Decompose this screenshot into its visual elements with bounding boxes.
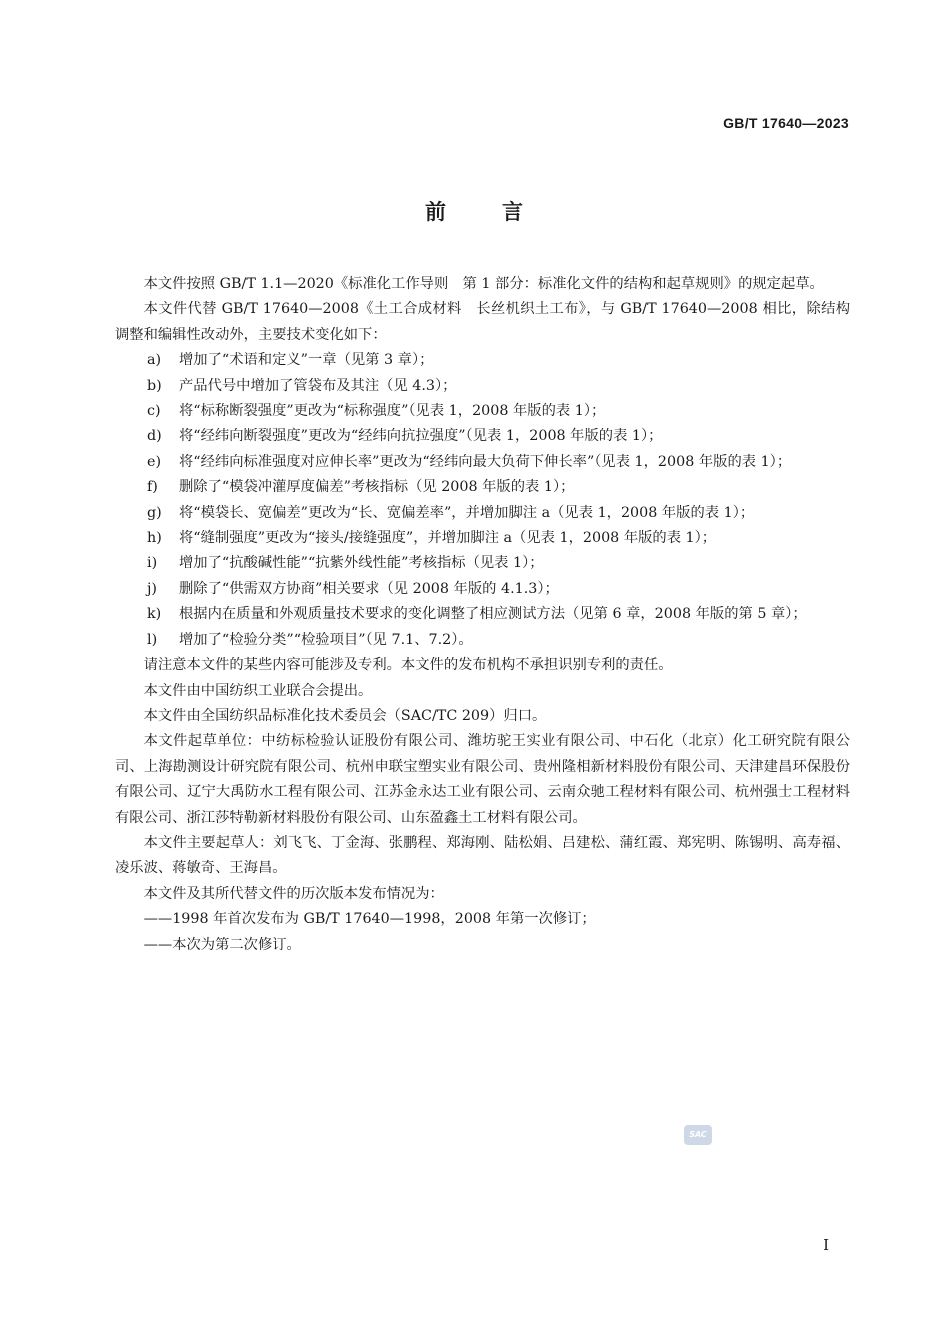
list-item [115,577,850,602]
standard-code: GB/T 17640—2023 [723,115,849,131]
list-item-text: 删除了“模袋冲灌厚度偏差”考核指标（见 2008 年版的表 1）； [179,479,575,496]
list-item [115,475,850,500]
drafters-paragraph: 本文件主要起草人：刘飞飞、丁金海、张鹏程、郑海刚、陆松娟、吕建松、蒲红霞、郑宪明、陈锡明、高寿福、凌乐波、蒋敏奇、王海昌。 [115,834,850,877]
list-item-text: 产品代号中增加了管袋布及其注（见 4.3）； [179,377,457,394]
list-item-text: 根据内在质量和外观质量技术要求的变化调整了相应测试方法（见第 6 章，2008 年版的第 5 章）； [179,606,807,623]
list-marker: i) [147,555,158,572]
list-item [115,399,850,424]
history-item: ——1998 年首次发布为 GB/T 17640—1998，2008 年第一次修订； [143,911,596,928]
list-item-text: 将“模袋长、宽偏差”更改为“长、宽偏差率”，并增加脚注 a（见表 1，2008 年版的表 1）； [179,504,755,521]
list-item-text: 将“缝制强度”更改为“接头/接缝强度”，并增加脚注 a（见表 1，2008 年版的表 1）； [179,530,717,547]
drafting-units-paragraph: 本文件起草单位：中纺标检验认证股份有限公司、潍坊驼王实业有限公司、中石化（北京）化工研究院有限公司、上海勘测设计研究院有限公司、杭州申联宝塑实业有限公司、贵州隆相新材料股份有限公司、天津建昌环保股份有限公司、辽宁大禹防水工程有限公司、江苏金永达工业有限公司、云南众驰工程材料有限公司、杭州强士工程材料有限公司、浙江莎特勒新材料股份有限公司、山东盈鑫土工材料有限公司。 [115,733,850,826]
list-item-text: 增加了“抗酸碱性能”“抗紫外线性能”考核指标（见表 1）； [179,555,544,572]
page-number: I [823,1236,829,1254]
list-marker: f) [147,479,158,496]
list-item [115,526,850,551]
list-marker: d) [147,428,162,445]
list-marker: a) [147,352,162,369]
history-intro-paragraph: 本文件及其所代替文件的历次版本发布情况为： [143,885,444,902]
list-item-text: 删除了“供需双方协商”相关要求（见 2008 年版的 4.1.3）； [179,580,559,597]
list-marker: b) [147,377,162,394]
list-item-text: 增加了“检验分类”“检验项目”（见 7.1、7.2）。 [179,631,473,648]
document-body [115,272,850,958]
title-char-1: 前 [425,200,448,224]
intro-paragraph: 本文件代替 GB/T 17640—2008《土工合成材料 长丝机织土工布》，与 GB/T 17640—2008 相比，除结构调整和编辑性改动外，主要技术变化如下： [115,301,850,343]
patent-notice: 请注意本文件的某些内容可能涉及专利。本文件的发布机构不承担识别专利的责任。 [143,657,673,674]
list-marker: j) [147,580,158,597]
list-item [115,424,850,449]
list-item [115,450,850,475]
sac-watermark-logo: SAC [684,1125,712,1145]
list-marker: e) [147,453,162,470]
list-item [115,374,850,399]
list-marker: h) [147,530,162,547]
list-item [115,501,850,526]
list-marker: l) [147,631,158,648]
committee-paragraph: 本文件由全国纺织品标准化技术委员会（SAC/TC 209）归口。 [143,707,547,724]
list-marker: c) [147,403,161,420]
changes-list [115,348,850,653]
intro-paragraph: 本文件按照 GB/T 1.1—2020《标准化工作导则 第 1 部分：标准化文件的结构和起草规则》的规定起草。 [143,276,824,292]
title-char-2: 言 [502,200,525,224]
list-item [115,628,850,653]
history-item: ——本次为第二次修订。 [143,936,301,953]
proposer-paragraph: 本文件由中国纺织工业联合会提出。 [143,682,373,699]
list-item-text: 将“标称断裂强度”更改为“标称强度”（见表 1，2008 年版的表 1）； [179,403,606,420]
page-title [0,196,950,226]
list-item-text: 将“经纬向标准强度对应伸长率”更改为“经纬向最大负荷下伸长率”（见表 1，2008 年版的表 1）； [179,453,792,470]
list-item-text: 增加了“术语和定义”一章（见第 3 章）； [179,352,434,369]
list-marker: k) [147,606,162,623]
list-item [115,348,850,373]
list-item [115,551,850,576]
list-marker: g) [147,504,162,521]
list-item [115,602,850,627]
list-item-text: 将“经纬向断裂强度”更改为“经纬向抗拉强度”（见表 1，2008 年版的表 1）； [179,428,663,445]
